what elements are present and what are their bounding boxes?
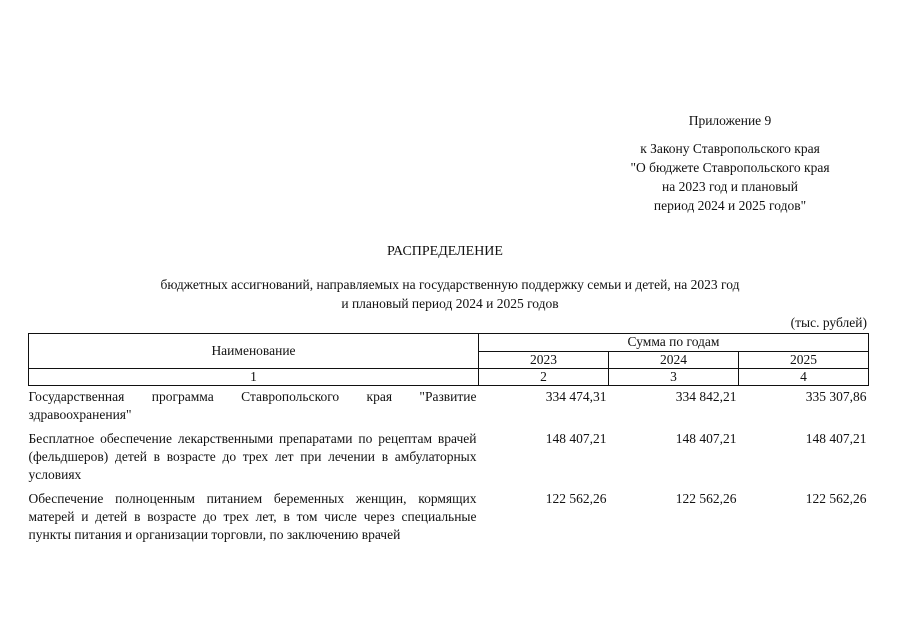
appendix-line: к Закону Ставропольского края [640,141,820,156]
row-name: Государственная программа Ставропольского края "Развитие здравоохранения" [28,389,477,422]
document-heading: РАСПРЕДЕЛЕНИЕ [387,244,503,259]
row-value-2024: 334 842,21 [675,389,737,404]
header-sum-by-years: Сумма по годам [479,334,869,352]
row-value-2025: 335 307,86 [805,389,867,404]
row-name: Обеспечение полноценным питанием беременных женщин, кормящих матерей и детей в возрасте до трех лет, в том числе через специальные пункты питания и организации торговли, по заключению врачей [28,491,477,542]
document-subheading [100,275,800,313]
table-row [29,488,869,548]
row-value-2024: 122 562,26 [675,491,737,506]
appendix-line: период 2024 и 2025 годов" [653,198,807,213]
units-label: (тыс. рублей) [790,315,867,330]
header-year-2025: 2025 [739,351,869,369]
header-name: Наименование [29,334,479,369]
column-number: 3 [609,369,739,386]
row-value-2023: 334 474,31 [545,389,607,404]
row-value-2023: 148 407,21 [545,431,607,446]
column-number: 4 [739,369,869,386]
row-value-2023: 122 562,26 [545,491,607,506]
appendix-title: Приложение 9 [688,113,772,128]
table-row [29,428,869,488]
appendix-line: на 2023 год и плановый [662,179,798,194]
column-number: 1 [29,369,479,386]
table-row [29,386,869,429]
header-year-2024: 2024 [609,351,739,369]
row-name: Бесплатное обеспечение лекарственными препаратами по рецептам врачей (фельдшеров) детей в возрасте до трех лет при лечении в амбулаторных условиях [28,431,477,482]
row-value-2025: 148 407,21 [805,431,867,446]
appendix-line: "О бюджете Ставропольского края [630,160,830,175]
row-value-2025: 122 562,26 [805,491,867,506]
budget-table [28,333,869,548]
subheading-line: и плановый период 2024 и 2025 годов [341,296,559,311]
row-value-2024: 148 407,21 [675,431,737,446]
column-number: 2 [479,369,609,386]
appendix-block [600,111,860,215]
header-year-2023: 2023 [479,351,609,369]
subheading-line: бюджетных ассигнований, направляемых на государственную поддержку семьи и детей, на 2023 год [160,277,740,292]
